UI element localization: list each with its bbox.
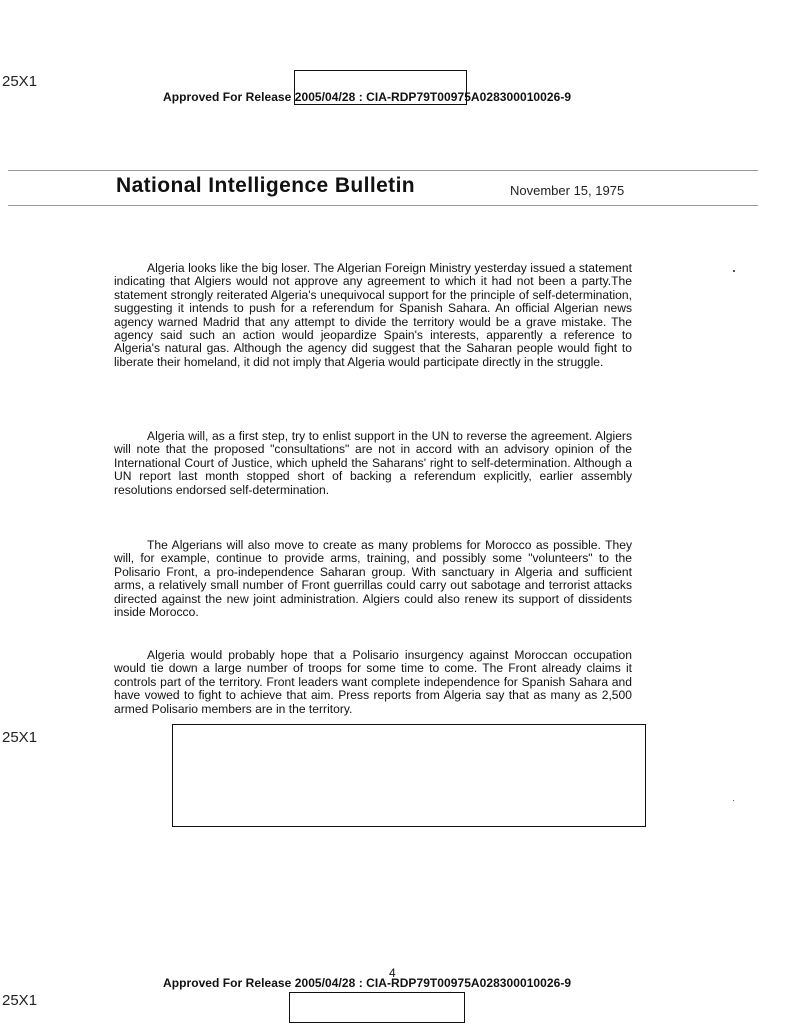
release-header: Approved For Release 2005/04/28 : CIA-RDP79T00975A028300010026-9 — [163, 90, 572, 104]
body-redaction-box — [172, 724, 646, 827]
header-redaction-box — [294, 70, 467, 105]
paragraph-3: The Algerians will also move to create as many problems for Morocco as possible. They will, for example, continue to provide arms, training, and possibly some "volunteers" to the Polisario Front, a pro-independence Saharan group. With sanctuary in Algeria and sufficient arms, a relatively small number of Front guerrillas could carry out sabotage and terrorist attacks directed against the new joint administration. Algiers could also renew its support of dissidents inside Morocco. — [114, 538, 632, 620]
bulletin-date: November 15, 1975 — [510, 183, 625, 198]
bulletin-title: National Intelligence Bulletin — [116, 174, 416, 197]
release-footer: Approved For Release 2005/04/28 : CIA-RDP79T00975A028300010026-9 — [163, 976, 572, 990]
paragraph-4: Algeria would probably hope that a Polisario insurgency against Moroccan occupation would tie down a large number of troops for some time to come. The Front already claims it controls part of the territory. Front leaders want complete independence for Spanish Sahara and have vowed to fight to achieve that aim. Press reports from Algeria say that as many as 2,500 armed Polisario members are in the territory. — [114, 648, 632, 716]
page-number: 4 — [389, 966, 396, 980]
margin-code-top: 25X1 — [2, 73, 38, 90]
banner-bottom-rule — [8, 205, 758, 206]
margin-code-bottom: 25X1 — [2, 992, 38, 1009]
scan-speck — [733, 270, 735, 272]
paragraph-1: Algeria looks like the big loser. The Algerian Foreign Ministry yesterday issued a statement indicating that Algiers would not approve any agreement to which it had not been a party.The statement strongly reiterated Algeria's unequivocal support for the principle of self-determination, suggesting it intends to push for a referendum for Spanish Sahara. An official Algerian news agency warned Madrid that any attempt to divide the territory would be a grave mistake. The agency said such an action would jeopardize Spain's interests, apparently a reference to Algeria's natural gas. Although the agency did suggest that the Saharan people would fight to liberate their homeland, it did not imply that Algeria would participate directly in the struggle. — [114, 261, 632, 369]
footer-redaction-box — [289, 992, 465, 1023]
scan-speck — [733, 800, 734, 801]
margin-code-middle: 25X1 — [2, 729, 38, 746]
banner-top-rule — [8, 170, 758, 171]
paragraph-2: Algeria will, as a first step, try to enlist support in the UN to reverse the agreement. Algiers will note that the proposed "consultations" are not in accord with an advisory opinion of the International Court of Justice, which upheld the Saharans' right to self-determination. Although a UN report last month stopped short of backing a referendum explicitly, earlier assembly resolutions endorsed self-determination. — [114, 429, 632, 497]
